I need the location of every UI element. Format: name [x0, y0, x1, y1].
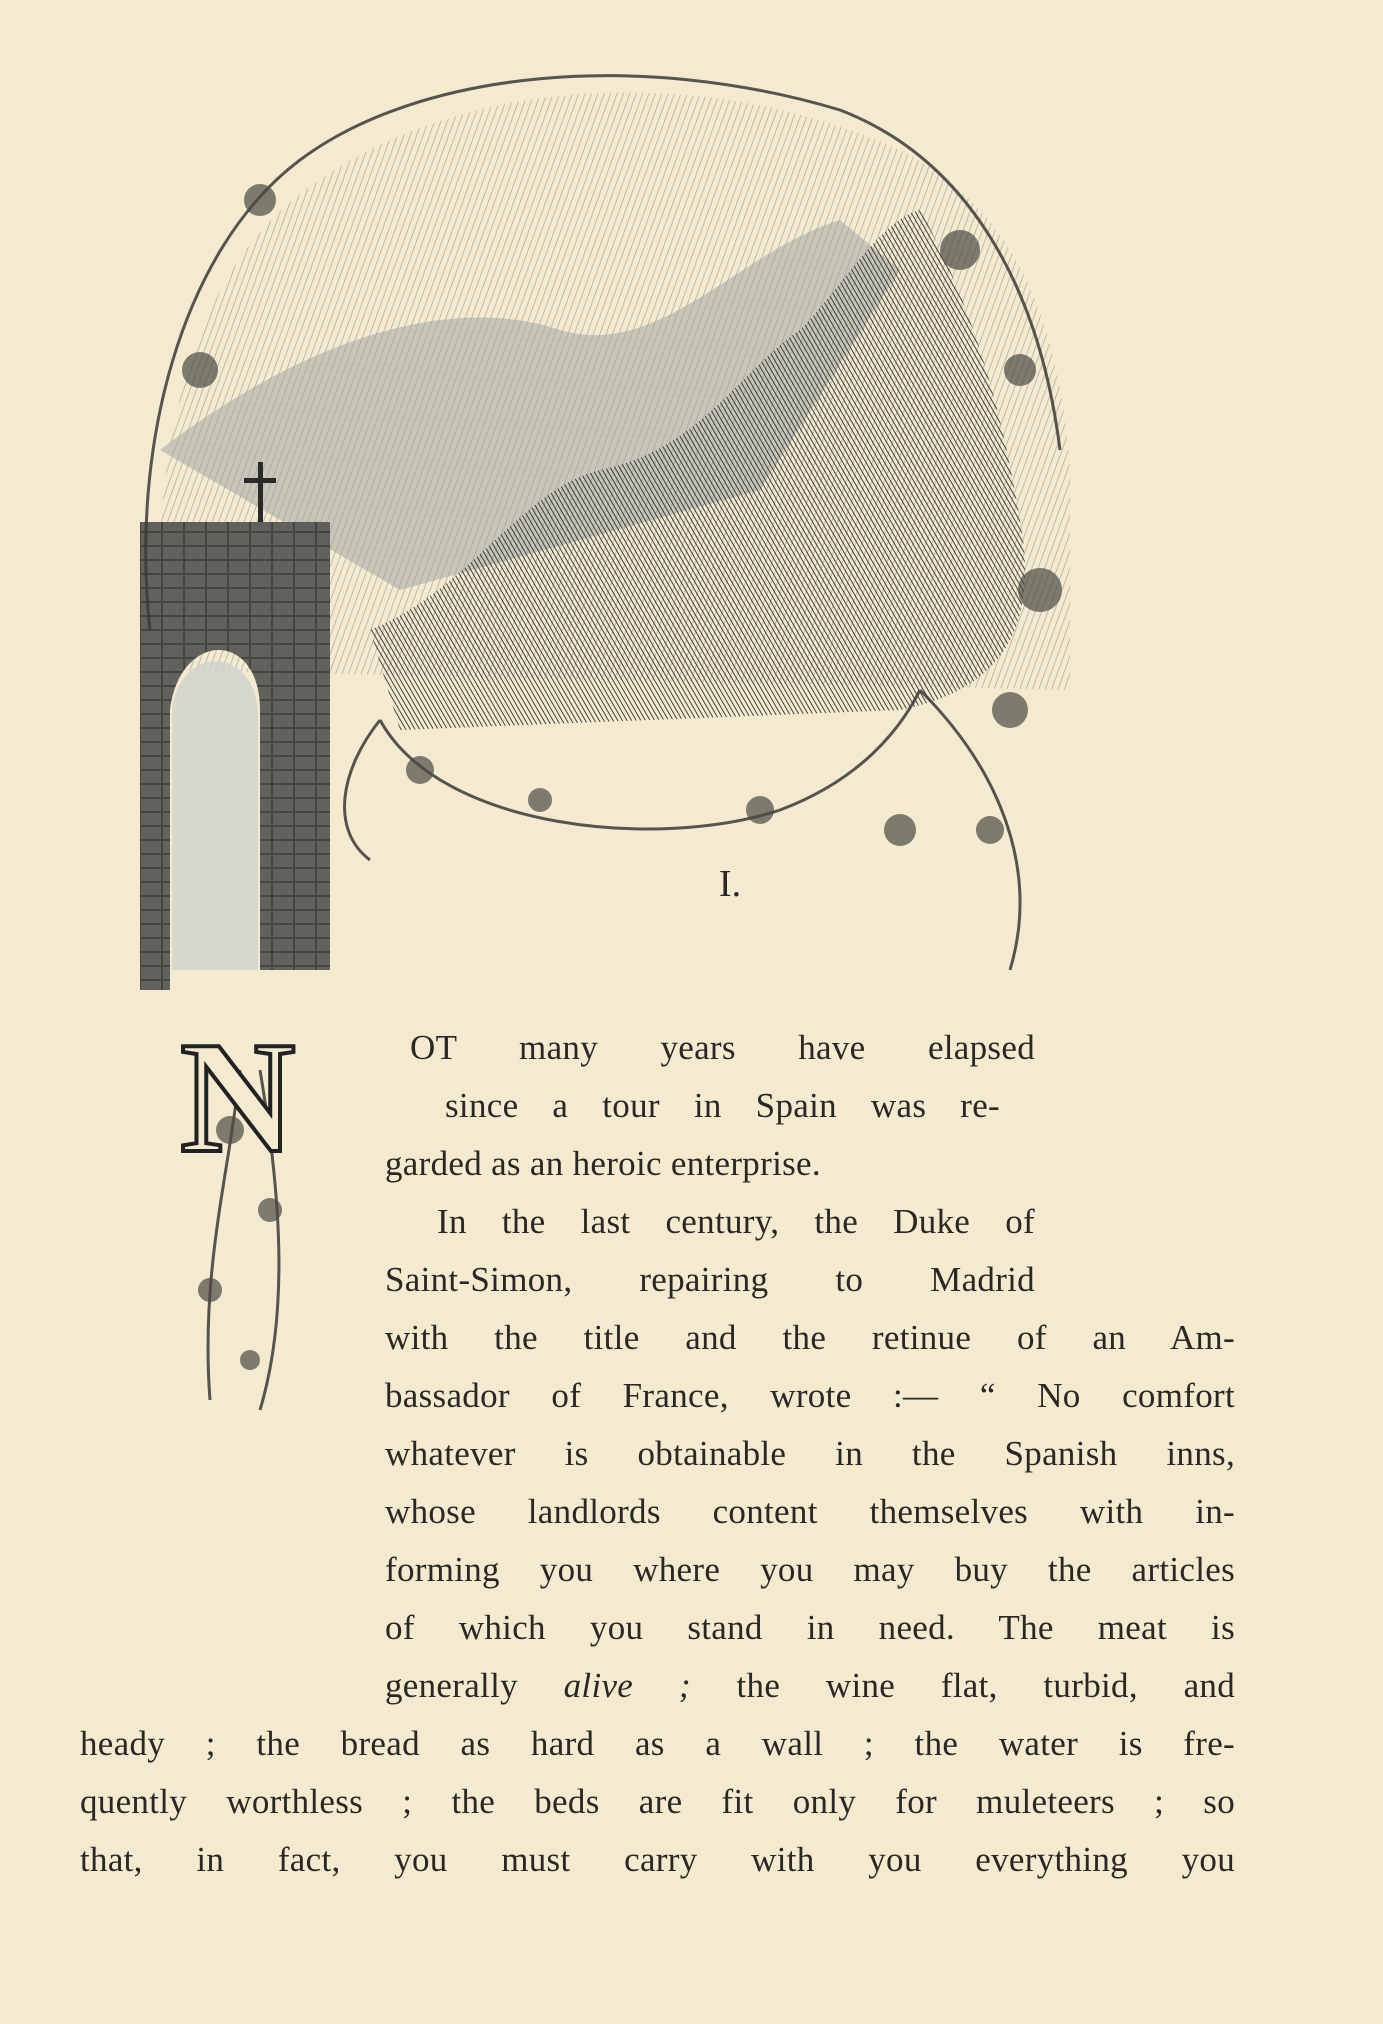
drop-cap-initial: N	[180, 1008, 296, 1186]
text-line: of which you stand in need. The meat is	[385, 1608, 1235, 1647]
text-line: whatever is obtainable in the Spanish inns,	[385, 1434, 1235, 1473]
italic-word: alive ;	[563, 1666, 691, 1705]
text-line: that, in fact, you must carry with you everything you	[80, 1840, 1235, 1879]
text-line: bassador of France, wrote :— “ No comfort	[385, 1376, 1235, 1415]
text-line: heady ; the bread as hard as a wall ; the water is fre-	[80, 1724, 1235, 1763]
mountain-landscape-illustration	[140, 70, 1200, 1670]
chapter-number: I.	[718, 863, 742, 905]
text-line: garded as an heroic enterprise.	[385, 1144, 821, 1183]
text-line: forming you where you may buy the articles	[385, 1550, 1235, 1589]
text-line: since a tour in Spain was re-	[445, 1086, 1000, 1125]
text-line: quently worthless ; the beds are fit only for muleteers ; so	[80, 1782, 1235, 1821]
text-segment: the wine flat, turbid, and	[690, 1666, 1236, 1705]
text-line: In the last century, the Duke of	[437, 1202, 1035, 1241]
text-segment: generally	[385, 1666, 564, 1705]
text-line: with the title and the retinue of an Am-	[385, 1318, 1235, 1357]
text-line: whose landlords content themselves with in-	[385, 1492, 1235, 1531]
text-line: Saint-Simon, repairing to Madrid	[385, 1260, 1035, 1299]
text-line-with-italic	[385, 1666, 1235, 1706]
text-line: OT many years have elapsed	[410, 1028, 1035, 1067]
